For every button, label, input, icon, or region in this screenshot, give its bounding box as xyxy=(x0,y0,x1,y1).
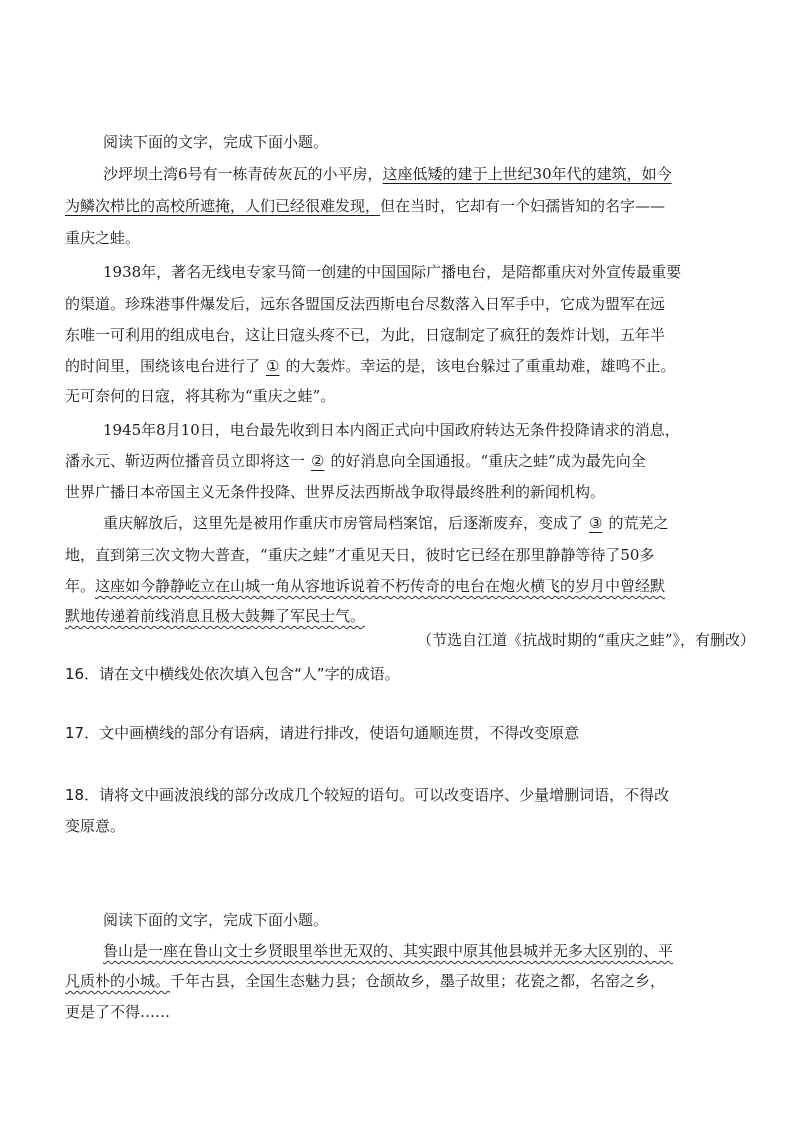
paragraph2-line2: 的渠道。珍珠港事件爆发后，远东各盟国反法西斯电台尽数落入日军手中，它成为盟军在远 xyxy=(65,295,666,313)
paragraph1-line1 xyxy=(103,164,783,184)
underlined-sentence-cont: 为鳞次栉比的高校所遮掩，人们已经很难发现， xyxy=(65,197,381,215)
paragraph1-line2 xyxy=(65,196,745,216)
paragraph2-text: 的时间里，围绕该电台进行了 xyxy=(65,357,261,375)
paragraph4-text-start: 年。 xyxy=(65,577,96,595)
passage2-line2 xyxy=(65,971,745,991)
passage2-wavy-sentence-cont: 凡质朴的小城。 xyxy=(65,972,171,990)
paragraph2-line5: 无可奈何的日寇，将其称为“重庆之蛙”。 xyxy=(65,387,336,405)
paragraph3-text: 潘永元、靳迈两位播音员立即将这一 xyxy=(65,452,306,470)
paragraph4-text: 重庆解放后，这里先是被用作重庆市房管局档案馆，后逐渐废弃，变成了 xyxy=(103,514,584,532)
question-16: 16．请在文中横线处依次填入包含“人”字的成语。 xyxy=(65,665,400,683)
underlined-sentence: 这座低矮的建于上世纪30年代的建筑，如今 xyxy=(382,165,672,183)
passage2-text: 千年古县，全国生态魅力县；仓颉故乡，墨子故里；花瓷之都，名窑之乡， xyxy=(170,972,666,990)
paragraph3-line3: 世界广播日本帝国主义无条件投降、世界反法西斯战争取得最终胜利的新闻机构。 xyxy=(65,483,606,501)
paragraph4-line3 xyxy=(65,576,745,596)
wavy-underlined-sentence: 这座如今静静屹立在山城一角从容地诉说着不朽传奇的电台在炮火横飞的岁月中曾经默 xyxy=(95,577,666,595)
passage2-wavy-sentence: 鲁山是一座在鲁山文士乡贤眼里举世无双的、其实跟中原其他县城并无多大区别的、平 xyxy=(103,942,674,960)
paragraph4-line1 xyxy=(103,513,783,533)
passage2-intro: 阅读下面的文字，完成下面小题。 xyxy=(103,911,329,929)
paragraph2-line4 xyxy=(65,356,745,376)
blank-3: ③ xyxy=(589,514,603,532)
source-citation: （节选自江道《抗战时期的“重庆之蛙”》，有删改） xyxy=(417,631,755,649)
question-18-line2: 变原意。 xyxy=(65,817,126,835)
paragraph3-line1: 1945年8月10日，电台最先收到日本内阁正式向中国政府转达无条件投降请求的消息， xyxy=(103,421,680,439)
paragraph1-line3: 重庆之蛙。 xyxy=(65,229,141,247)
paragraph4-line2: 地，直到第三次文物大普查，“重庆之蛙”才重见天日，彼时它已经在那里静静等待了50多 xyxy=(65,546,655,564)
paragraph2-line3: 东唯一可利用的组成电台，这让日寇头疼不已，为此，日寇制定了疯狂的轰炸计划，五年半 xyxy=(65,326,666,344)
paragraph1-text: 沙坪坝土湾6号有一栋青砖灰瓦的小平房， xyxy=(103,165,383,183)
paragraph2-line1: 1938年，著名无线电专家马简一创建的中国国际广播电台，是陪都重庆对外宣传最重要 xyxy=(103,263,682,281)
question-18-line1: 18．请将文中画波浪线的部分改成几个较短的语句。可以改变语序、少量增删词语，不得改 xyxy=(65,786,670,804)
passage1-intro: 阅读下面的文字，完成下面小题。 xyxy=(103,133,329,151)
blank-2: ② xyxy=(311,452,325,470)
paragraph3-line2 xyxy=(65,451,745,471)
paragraph4-text-cont: 的荒芜之 xyxy=(608,514,669,532)
blank-1: ① xyxy=(266,357,280,375)
paragraph2-text-cont: 的大轰炸。幸运的是，该电台躲过了重重劫难，雄鸣不止。 xyxy=(285,357,676,375)
passage2-line3: 更是了不得…… xyxy=(65,1003,171,1021)
paragraph3-text-cont: 的好消息向全国通报。“重庆之蛙”成为最先向全 xyxy=(330,452,646,470)
wavy-underlined-sentence-cont: 默地传递着前线消息且极大鼓舞了军民士气。 xyxy=(65,607,366,625)
passage2-line1 xyxy=(103,941,783,961)
question-17: 17．文中画横线的部分有语病，请进行排改，使语句通顺连贯，不得改变原意 xyxy=(65,724,580,742)
paragraph1-text-cont: 但在当时，它却有一个妇孺皆知的名字—— xyxy=(380,197,666,215)
paragraph4-line4 xyxy=(65,606,745,626)
